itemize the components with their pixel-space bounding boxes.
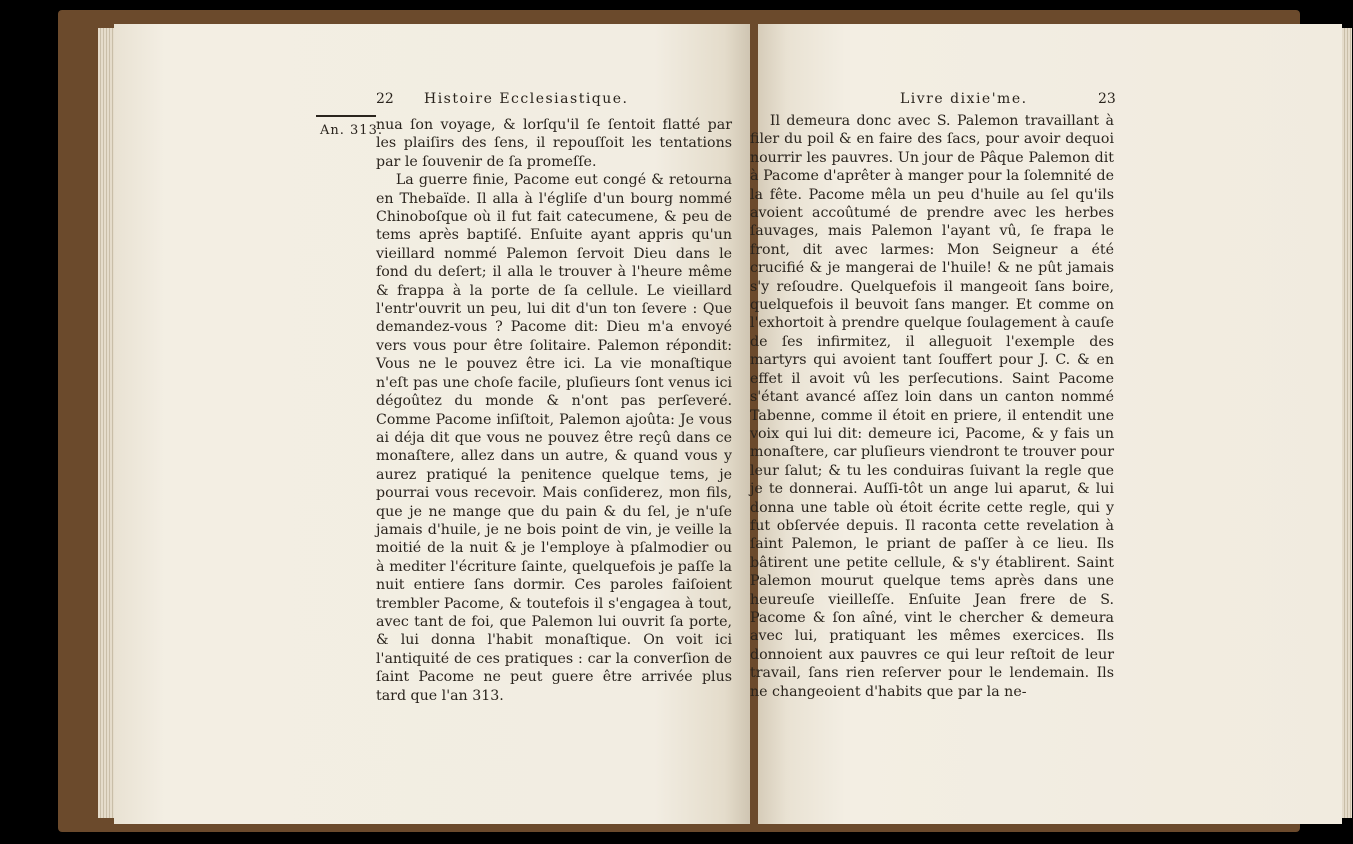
- right-paragraph-1: Il demeura donc avec S. Palemon travaillant à filer du poil & en faire des ſacs, pour avoir dequoi nourrir les pauvres. Un jour de Pâque Palemon dit à Pacome d'aprêter à manger pour la ſolemnité de la fête. Pacome mêla un peu d'huile au ſel qu'ils avoient accoûtumé de prendre avec les herbes ſauvages, mais Palemon l'ayant vû, ſe frapa le front, dit avec larmes: Mon Seigneur a été crucifié & je mangerai de l'huile! & ne pût jamais s'y reſoudre. Quelquefois il mangeoit ſans boire, quelquefois il beuvoit ſans manger. Et comme on l'exhortoit à prendre quelque ſoulagement à cauſe de ſes infirmitez, il alleguoit l'exemple des martyrs qui avoient tant ſouffert pour J. C. & en effet il avoit vû les perſecutions. Saint Pacome s'étant avancé aſſez loin dans un canton nommé Tabenne, comme il étoit en priere, il entendit une voix qui lui dit: demeure ici, Pacome, & y fais un monaſtere, car pluſieurs viendront te trouver pour leur ſalut; & tu les conduiras ſuivant la regle que je te donnerai. Auſſi-tôt un ange lui aparut, & lui donna une table où étoit écrite cette regle, qui y fut obſervée depuis. Il raconta cette revelation à ſaint Palemon, le priant de paſſer à ce lieu. Ils bâtirent une petite cellule, & s'y établirent. Saint Palemon mourut quelque tems après dans une heureuſe vieilleſſe. Enſuite Jean frere de S. Pacome & ſon aîné, vint le chercher & demeura avec lui, pratiquant les mêmes exercices. Ils donnoient aux pauvres ce qui leur reſtoit de leur travail, ſans rien reſerver pour le lendemain. Ils ne changeoient d'habits que par la ne-: [750, 113, 1114, 700]
- book-spread: [58, 10, 1300, 832]
- margin-note: An. 313.: [320, 123, 383, 138]
- right-page: [750, 24, 1342, 824]
- left-page: [114, 24, 750, 824]
- left-text-column: [376, 116, 732, 705]
- left-paragraph-2: La guerre finie, Pacome eut congé & retourna en Thebaïde. Il alla à l'égliſe d'un bourg nommé Chinoboſque où il fut fait catecumene, & peu de tems après baptiſé. Enſuite ayant appris qu'un vieillard nommé Palemon ſervoit Dieu dans le fond du deſert; il alla le trouver à l'heure même & frappa à la porte de ſa cellule. Le vieillard l'entr'ouvrit un peu, lui dit d'un ton ſevere : Que demandez-vous ? Pacome dit: Dieu m'a envoyé vers vous pour être ſolitaire. Palemon répondit: Vous ne le pouvez être ici. La vie monaſtique n'eſt pas une choſe facile, pluſieurs ſont venus ici dégoûtez du monde & n'ont pas perſeveré. Comme Pacome inſiſtoit, Palemon ajoûta: Je vous ai déja dit que vous ne pouvez être reçû dans ce monaſtere, allez dans un autre, & quand vous y aurez pratiqué la penitence quelque tems, je pourrai vous recevoir. Mais conſiderez, mon fils, que je ne mange que du pain & du ſel, je n'uſe jamais d'huile, je ne bois point de vin, je veille la moitié de la nuit & je l'employe à pſalmodier ou à mediter l'écriture ſainte, quelquefois je paſſe la nuit entiere ſans dormir. Ces paroles faiſoient trembler Pacome, & toutefois il s'engagea à tout, avec tant de foi, que Palemon lui ouvrit ſa porte, & lui donna l'habit monaſtique. On voit ici l'antiquité de ces pratiques : car la converſion de ſaint Pacome ne peut guere être arrivée plus tard que l'an 313.: [376, 172, 732, 704]
- right-text-column: [750, 112, 1114, 701]
- right-page-edges: [1342, 28, 1352, 818]
- left-page-number: 22: [376, 91, 394, 107]
- left-page-edges: [98, 28, 114, 818]
- right-running-title: Livre dixie'me.: [900, 91, 1028, 107]
- left-paragraph-1: nua ſon voyage, & lorſqu'il ſe ſentoit flatté par les plaiſirs des ſens, il repouſſoit les tentations par le ſouvenir de ſa promeſſe.: [376, 117, 732, 170]
- right-page-number: 23: [1098, 91, 1116, 107]
- margin-rule: [316, 115, 376, 117]
- left-running-title: Histoire Ecclesiastique.: [424, 91, 629, 107]
